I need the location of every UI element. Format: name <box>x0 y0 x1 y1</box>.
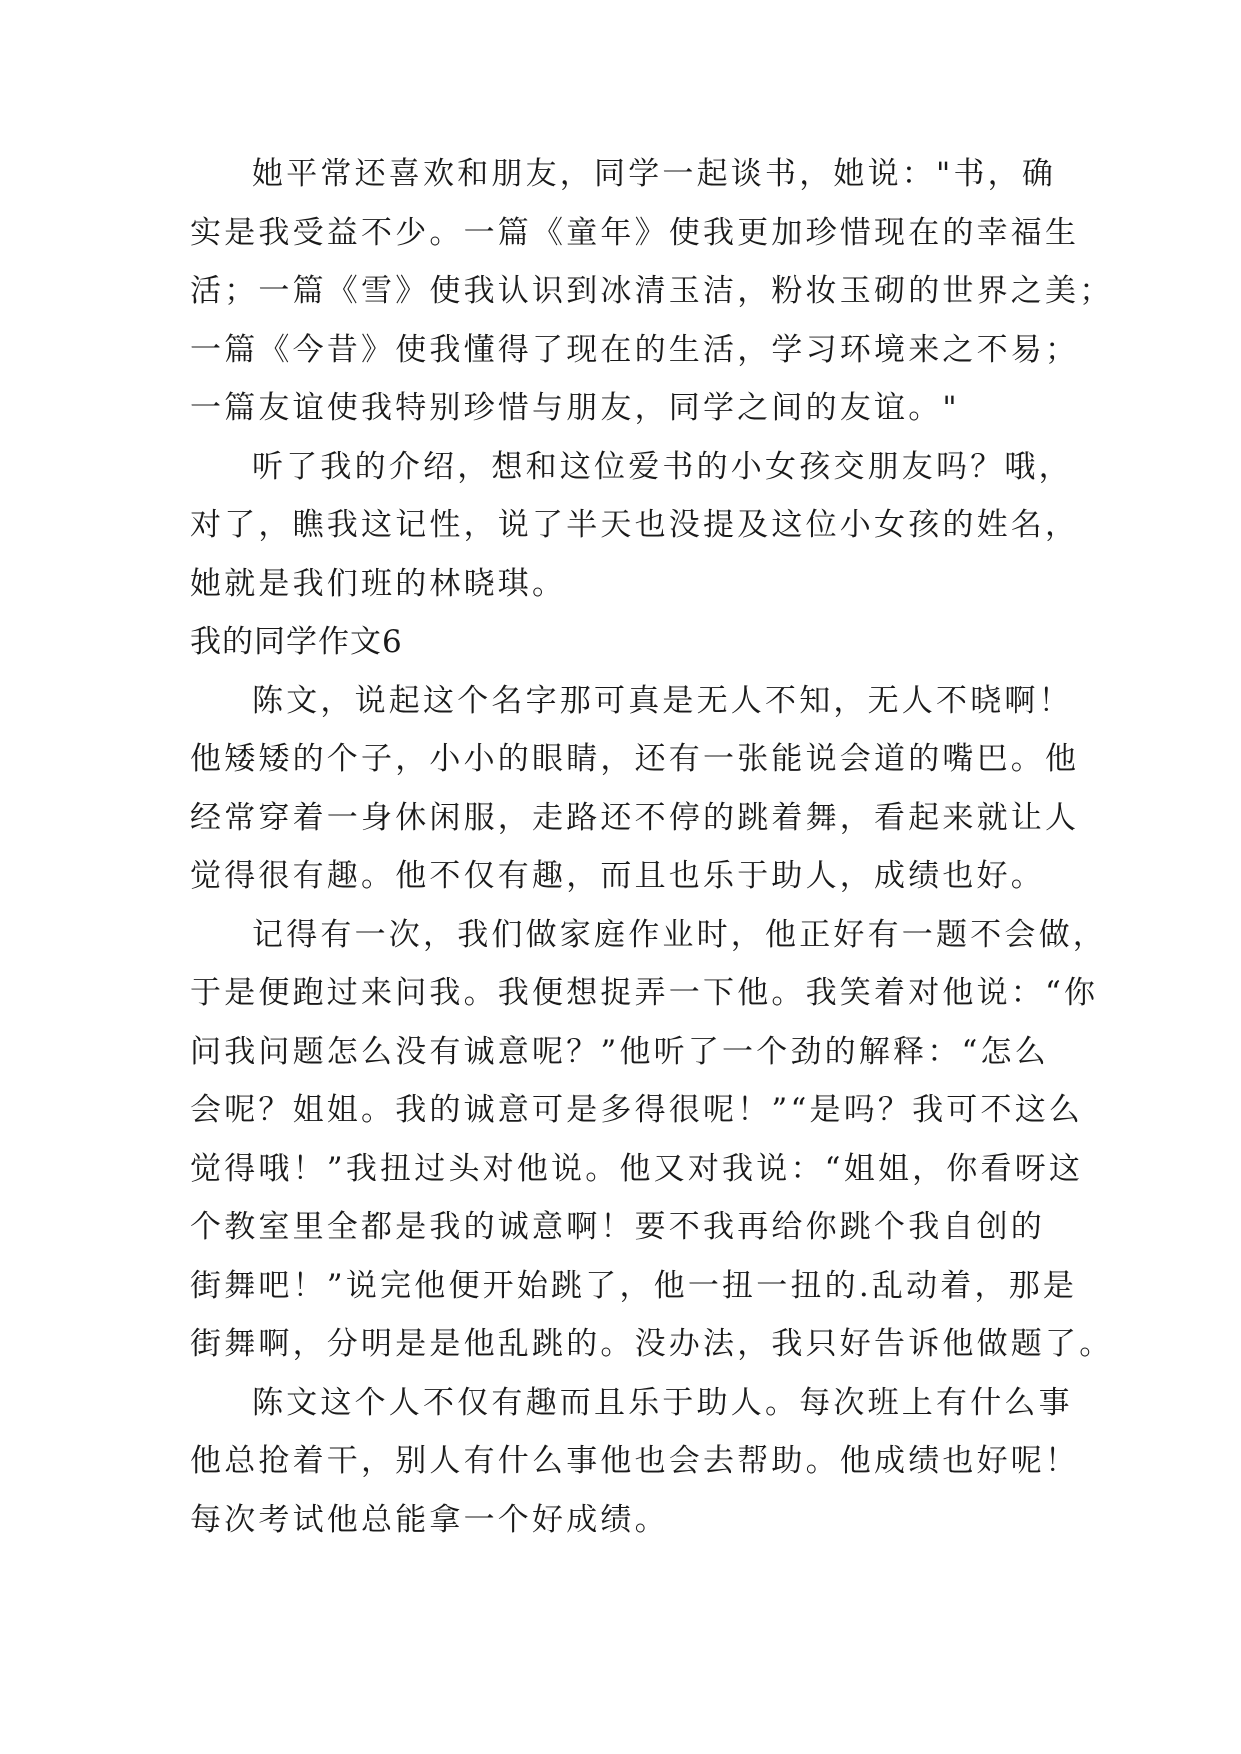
paragraph-line: 她就是我们班的林晓琪。 <box>190 565 567 602</box>
paragraph-line: 会呢？姐姐。我的诚意可是多得很呢！”“是吗？我可不这么 <box>190 1092 1084 1128</box>
paragraph-3 <box>190 672 1080 906</box>
paragraph-line: 于是便跑过来问我。我便想捉弄一下他。我笑着对他说：“你 <box>190 975 1099 1011</box>
paragraph-5 <box>190 1374 1080 1550</box>
paragraph-line: 他矮矮的个子，小小的眼睛，还有一张能说会道的嘴巴。他 <box>190 741 1080 777</box>
paragraph-line: 经常穿着一身休闲服，走路还不停的跳着舞，看起来就让人 <box>190 799 1080 836</box>
paragraph-line: 陈文这个人不仅有趣而且乐于助人。每次班上有什么事 <box>252 1384 1073 1421</box>
paragraph-line: 街舞吧！”说完他便开始跳了，他一扭一扭的.乱动着，那是 <box>190 1267 1078 1304</box>
paragraph-line: 她平常还喜欢和朋友，同学一起谈书，她说："书，确 <box>252 156 1057 192</box>
paragraph-line: 活；一篇《雪》使我认识到冰清玉洁，粉妆玉砌的世界之美； <box>190 273 1114 309</box>
paragraph-line: 每次考试他总能拿一个好成绩。 <box>190 1501 669 1538</box>
paragraph-line: 他总抢着干，别人有什么事他也会去帮助。他成绩也好呢！ <box>190 1443 1080 1479</box>
paragraph-line: 问我问题怎么没有诚意呢？”他听了一个劲的解释：“怎么 <box>190 1033 1049 1070</box>
document-body <box>190 145 1114 1549</box>
paragraph-1 <box>190 145 1114 438</box>
paragraph-line: 街舞啊，分明是是他乱跳的。没办法，我只好告诉他做题了。 <box>190 1326 1114 1362</box>
paragraph-line: 一篇友谊使我特别珍惜与朋友，同学之间的友谊。" <box>190 390 960 426</box>
paragraph-line: 个教室里全都是我的诚意啊！要不我再给你跳个我自创的 <box>190 1209 1045 1245</box>
paragraph-2 <box>190 438 1080 614</box>
paragraph-line: 听了我的介绍，想和这位爱书的小女孩交朋友吗？哦， <box>252 448 1073 485</box>
paragraph-line: 记得有一次，我们做家庭作业时，他正好有一题不会做， <box>252 916 1107 953</box>
section-heading: 我的同学作文6 <box>190 624 403 660</box>
paragraph-line: 觉得哦！”我扭过头对他说。他又对我说：“姐姐，你看呀这 <box>190 1150 1084 1187</box>
paragraph-line: 实是我受益不少。一篇《童年》使我更加珍惜现在的幸福生 <box>190 214 1080 251</box>
paragraph-4 <box>190 906 1114 1374</box>
paragraph-line: 陈文，说起这个名字那可真是无人不知，无人不晓啊！ <box>252 682 1073 719</box>
paragraph-line: 对了，瞧我这记性，说了半天也没提及这位小女孩的姓名， <box>190 507 1080 543</box>
paragraph-line: 觉得很有趣。他不仅有趣，而且也乐于助人，成绩也好。 <box>190 858 1045 894</box>
paragraph-line: 一篇《今昔》使我懂得了现在的生活，学习环境来之不易； <box>190 331 1080 368</box>
